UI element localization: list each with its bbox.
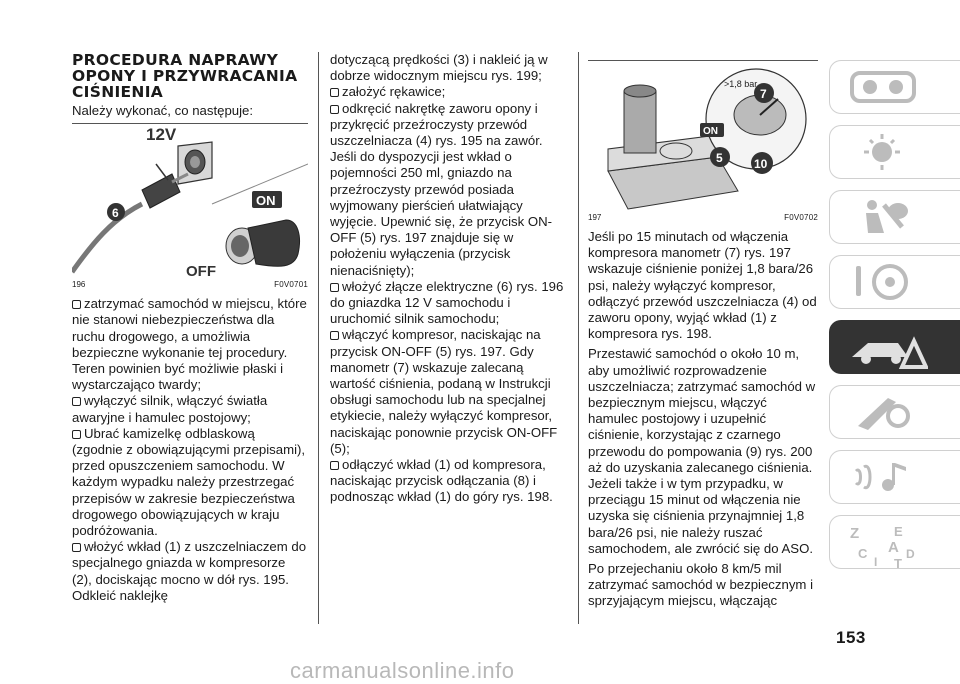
tab-emergency[interactable] (829, 320, 960, 374)
figure-197 (588, 61, 818, 213)
page-number: 153 (836, 628, 866, 647)
bullet-item: zatrzymać samochód w miejscu, które nie stanowi niebezpieczeństwa dla ruchu drogowego, a umożliwia bezpieczne wykonanie tej procedury. Teren powinien być możliwie płaski i wystarczająco twardy; (72, 296, 307, 393)
svg-text:D: D (906, 547, 915, 561)
svg-text:E: E (894, 524, 903, 539)
bullet-item: włożyć złącze elektryczne (6) rys. 196 do gniazdka 12 V samochodu i uruchomić silnik samochodu; (330, 278, 564, 327)
index-letters-icon (848, 522, 928, 568)
figure-number: 197 (588, 213, 602, 222)
maintenance-icon (848, 392, 918, 432)
bullet-item: włożyć wkład (1) z uszczelniaczem do specjalnego gniazda w kompresorze (2), dociskając mocno w dół rys. 195. Odkleić naklejkę (72, 539, 307, 603)
svg-text:Z: Z (850, 525, 860, 542)
emergency-warning-icon (848, 327, 928, 371)
lights-icon (848, 132, 918, 172)
label-12v: 12V (146, 125, 177, 145)
heading-line-1: PROCEDURA NAPRAWY (72, 51, 279, 69)
watermark: carmanualsonline.info (290, 658, 515, 683)
tab-index[interactable] (829, 515, 960, 569)
bullet-item: włączyć kompresor, naciskając na przycisk ON-OFF (5) rys. 197. Gdy manometr (7) wskazuje zalecaną wartość ciśnienia, podaną w Instrukcji obsługi samochodu lub na specjalnej etykiecie, należy wyłączyć kompresor, naciskając ponownie przycisk ON-OFF (5); (330, 327, 558, 456)
figure-code: F0V0701 (274, 280, 308, 290)
heading-line-3: CIŚNIENIA (72, 83, 164, 101)
column-divider (318, 52, 319, 624)
figure-197-caption (588, 213, 818, 222)
column-left (72, 52, 308, 604)
checkbox-bullet-icon (330, 283, 339, 292)
bullet-item: Ubrać kamizelkę odblaskową (zgodnie z obowiązującymi przepisami), przed opuszczeniem samochodu. W każdym wypadku należy przestrzegać przepisów w zakresie bezpieczeństwa drogowego obowiązujących w kraju podróżowania. (72, 425, 306, 539)
intro-text: Należy wykonać, co następuje: (72, 103, 254, 118)
callout-6-label: 6 (112, 206, 119, 221)
bullet-item: odkręcić nakrętkę zaworu opony i przykręcić przeźroczysty przewód uszczelniacza (4) rys. 195 na zawór. Jeśli do dyspozycji jest wkład o pojemności 250 ml, gniazdo na przeźroczysty przewód posiada wyjmowany pierścień ułatwiający wyjęcie. Upewnić się, że przycisk ON-OFF (5) rys. 197 znajduje się w położeniu wyłączenia (przycisk nienaciśnięty); (330, 100, 553, 278)
column-divider (578, 52, 579, 624)
figure-code: F0V0702 (784, 213, 818, 222)
checkbox-bullet-icon (330, 105, 339, 114)
safety-airbag-icon (848, 197, 918, 237)
pressure-label: >1,8 bar (724, 79, 758, 89)
checkbox-bullet-icon (72, 430, 81, 439)
callout-5-label: 5 (716, 151, 723, 165)
bullet-item: założyć rękawice; (330, 84, 568, 100)
section-heading (72, 52, 308, 100)
callout-7-label: 7 (760, 87, 767, 101)
chapter-tabs (829, 60, 960, 580)
checkbox-bullet-icon (330, 461, 339, 470)
tab-maintenance[interactable] (829, 385, 960, 439)
figure-197-illustration (588, 61, 818, 213)
tab-dashboard[interactable] (829, 60, 960, 114)
bullet-item: wyłączyć silnik, włączyć światła awaryjne i hamulec postojowy; (72, 393, 268, 425)
multimedia-icon (848, 457, 918, 497)
checkbox-bullet-icon (72, 543, 81, 552)
off-label: OFF (186, 263, 216, 281)
heading-line-2: OPONY I PRZYWRACANIA (72, 67, 298, 85)
callout-10-label: 10 (754, 157, 768, 171)
continued-text: dotyczącą prędkości (3) i nakleić ją w dobrze widocznym miejscu rys. 199; (330, 52, 548, 84)
checkbox-bullet-icon (330, 331, 339, 340)
on-label: ON (256, 193, 276, 209)
figure-number: 196 (72, 280, 86, 290)
tab-lights[interactable] (829, 125, 960, 179)
plug-connector-icon (72, 164, 188, 272)
checkbox-bullet-icon (330, 88, 339, 97)
figure-196 (72, 124, 308, 280)
column-middle (330, 52, 568, 506)
svg-text:T: T (894, 556, 902, 568)
figure-196-caption (72, 280, 308, 289)
ignition-key-icon (212, 164, 308, 266)
paragraph: Jeśli po 15 minutach od włączenia kompresora manometr (7) rys. 197 wskazuje ciśnienie poniżej 1,8 bara/26 psi, należy wyłączyć kompresor, odłączyć przewód uszczelniacza (4) od zaworu opony, wyjąć wkład (1) z kompresora rys. 198. (588, 229, 817, 342)
svg-text:C: C (858, 546, 868, 561)
svg-text:I: I (874, 555, 878, 568)
paragraph: Po przejechaniu około 8 km/5 mil zatrzymać samochód w bezpiecznym i sprzyjającym miejscu, włączając (588, 561, 813, 609)
bullet-item: odłączyć wkład (1) od kompresora, naciskając przycisk odłączania (8) i podnosząc wkład (1) do góry rys. 198. (330, 457, 553, 505)
dashboard-icon (848, 67, 918, 107)
on-label: ON (703, 126, 718, 137)
svg-text:A: A (888, 539, 899, 556)
paragraph: Przestawić samochód o około 10 m, aby umożliwić rozprowadzenie uszczelniacza; zatrzymać samochód w bezpiecznym miejscu, włączyć hamulec postojowy i uzupełnić ciśnienie, korzystając z czarnego przewodu do pompowania (9) rys. 200 aż do uzyskania zalecanego ciśnienia. Jeżeli także i w tym przypadku, w przeciągu 15 minut od włączenia nie uzyska się ciśnienia przynajmniej 1,8 bara/26 psi, nie należy ruszać samochodem, ale zwrócić się do ASO. (588, 346, 816, 556)
tab-driving[interactable] (829, 255, 960, 309)
tab-multimedia[interactable] (829, 450, 960, 504)
column-right (588, 52, 818, 610)
checkbox-bullet-icon (72, 300, 81, 309)
figure-196-illustration (72, 124, 308, 280)
driving-steering-icon (848, 262, 918, 302)
tab-safety[interactable] (829, 190, 960, 244)
checkbox-bullet-icon (72, 397, 81, 406)
